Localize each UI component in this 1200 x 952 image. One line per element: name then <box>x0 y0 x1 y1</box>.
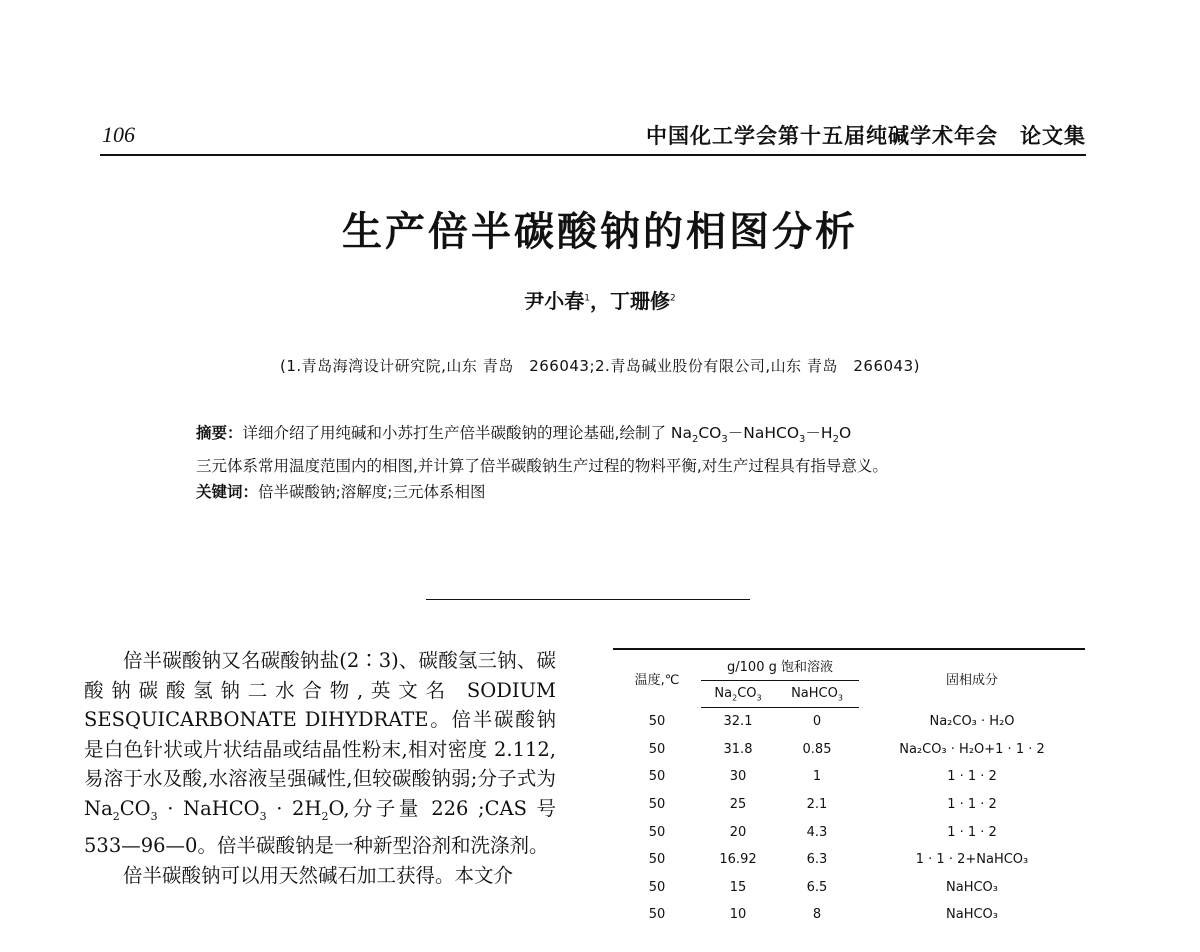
table-cell-nahco3: 8 <box>812 907 822 923</box>
table-cell-nahco3: 2.1 <box>806 797 828 813</box>
table-cell-na2co3: 32.1 <box>723 714 753 730</box>
author-separator: ， <box>590 289 610 313</box>
body-text-part: 倍半碳酸钠又名碳酸钠盐(2∶3)、碳酸氢三钠、碳酸钠碳酸氢钠二水合物,英文名 SODIUM SESQUICARBONATE DIHYDRATE。倍半碳酸钠是白色针状或片状结晶或结晶性粉末,相对密度 2.112,易溶于水及酸,水溶液呈强碱性,但较碳酸钠弱;分子式为 Na <box>84 649 556 820</box>
table-cell-temp: 50 <box>648 907 666 923</box>
table-row <box>613 818 1085 846</box>
table-cell-na2co3: 25 <box>729 797 747 813</box>
table-cell-na2co3: 10 <box>729 907 747 923</box>
solubility-table <box>613 648 1085 929</box>
table-cell-temp: 50 <box>648 852 666 868</box>
table-cell-temp: 50 <box>648 741 666 757</box>
column-header-nahco3 <box>775 681 859 708</box>
subscript: 3 <box>799 434 806 446</box>
table-cell-temp: 50 <box>648 769 666 785</box>
header-text-part: CO <box>737 685 757 701</box>
table-row <box>613 708 1085 736</box>
author-line <box>0 285 1200 314</box>
article-title: 生产倍半碳酸钠的相图分析 <box>342 208 858 255</box>
table-cell-nahco3: 6.5 <box>806 879 828 895</box>
body-text-part: · 2H <box>276 796 322 820</box>
column-header-temperature: 温度,℃ <box>613 649 701 708</box>
subscript: 3 <box>721 434 728 446</box>
header-text-part: Na <box>714 685 733 701</box>
table-cell-nahco3: 1 <box>812 769 822 785</box>
table-cell-na2co3: 20 <box>729 824 747 840</box>
table-cell-temp: 50 <box>648 714 666 730</box>
subscript: 2 <box>112 809 120 823</box>
body-paragraph <box>84 646 556 861</box>
subscript: 3 <box>259 809 267 823</box>
header-rule <box>100 154 1086 156</box>
table-row <box>613 736 1085 764</box>
keywords-label: 关键词： <box>196 483 259 502</box>
abstract-text-part: O <box>838 424 852 442</box>
running-header: 中国化工学会第十五届纯碱学术年会 论文集 <box>646 124 1086 148</box>
table-cell-temp: 50 <box>648 879 666 895</box>
header-text-part: NaHCO <box>791 685 838 701</box>
abstract-label: 摘要： <box>196 424 243 442</box>
section-divider <box>426 599 750 600</box>
table-cell-solid: Na₂CO₃ · H₂O+1 · 1 · 2 <box>899 741 1045 757</box>
subscript: 3 <box>837 693 843 703</box>
table-cell-na2co3: 16.92 <box>719 852 757 868</box>
subscript: 2 <box>732 693 738 703</box>
column-header-group: g/100 g 饱和溶液 <box>701 649 859 681</box>
column-header-solid-phase: 固相成分 <box>859 649 1085 708</box>
affiliation: (1.青岛海湾设计研究院,山东 青岛 266043;2.青岛碱业股份有限公司,山东 青岛 266043) <box>280 357 920 375</box>
keywords-text: 倍半碳酸钠;溶解度;三元体系相图 <box>258 483 486 502</box>
table-cell-solid: 1 · 1 · 2 <box>947 824 997 840</box>
subscript: 2 <box>321 809 329 823</box>
body-paragraph: 倍半碳酸钠可以用天然碱石加工获得。本文介 <box>123 864 514 888</box>
author-affiliation-mark: 1 <box>584 293 590 304</box>
table-cell-temp: 50 <box>648 824 666 840</box>
table-cell-solid: NaHCO₃ <box>946 907 998 923</box>
table-cell-solid: Na₂CO₃ · H₂O <box>929 714 1015 730</box>
table-cell-na2co3: 15 <box>729 879 747 895</box>
body-text-part: · NaHCO <box>167 796 260 820</box>
table-cell-solid: 1 · 1 · 2 <box>947 797 997 813</box>
table-cell-nahco3: 6.3 <box>806 852 828 868</box>
table-cell-na2co3: 30 <box>729 769 747 785</box>
keywords <box>196 479 996 505</box>
table-row <box>613 846 1085 874</box>
table-cell-solid: NaHCO₃ <box>946 879 998 895</box>
author-name: 丁珊修 <box>610 289 670 313</box>
subscript: 2 <box>691 434 699 446</box>
author-name: 尹小春 <box>524 289 585 313</box>
page-number: 106 <box>102 122 135 147</box>
subscript: 2 <box>832 434 839 446</box>
body-text-column <box>84 646 556 891</box>
table-cell-nahco3: 4.3 <box>806 824 828 840</box>
abstract-text-part: －NaHCO <box>727 424 800 442</box>
table-cell-solid: 1 · 1 · 2 <box>947 769 997 785</box>
table-cell-na2co3: 31.8 <box>723 741 753 757</box>
table-cell-solid: 1 · 1 · 2+NaHCO₃ <box>915 852 1029 868</box>
abstract-text-part: －H <box>805 424 833 442</box>
abstract <box>196 420 996 505</box>
subscript: 3 <box>150 809 158 823</box>
table-cell-temp: 50 <box>648 797 666 813</box>
table-cell-nahco3: 0 <box>812 714 822 730</box>
abstract-text <box>196 420 996 479</box>
table-row <box>613 791 1085 819</box>
author-affiliation-mark: 2 <box>670 293 676 304</box>
body-text-part: CO <box>119 796 151 820</box>
table-row <box>613 874 1085 902</box>
abstract-text-part: 详细介绍了用纯碱和小苏打生产倍半碳酸钠的理论基础,绘制了 Na <box>242 424 692 442</box>
subscript: 3 <box>756 693 762 703</box>
body-text-part: O,分子量 226 ;CAS 号 533—96—0。倍半碳酸钠是一种新型浴剂和洗涤剂。 <box>84 796 557 858</box>
column-header-na2co3 <box>701 681 775 708</box>
abstract-text-part: CO <box>698 424 722 442</box>
table-body <box>613 708 1085 929</box>
table-row <box>613 901 1085 929</box>
abstract-text-part: 三元体系常用温度范围内的相图,并计算了倍半碳酸钠生产过程的物料平衡,对生产过程具有指导意义。 <box>196 457 888 476</box>
table-row <box>613 763 1085 791</box>
table-cell-nahco3: 0.85 <box>802 741 832 757</box>
